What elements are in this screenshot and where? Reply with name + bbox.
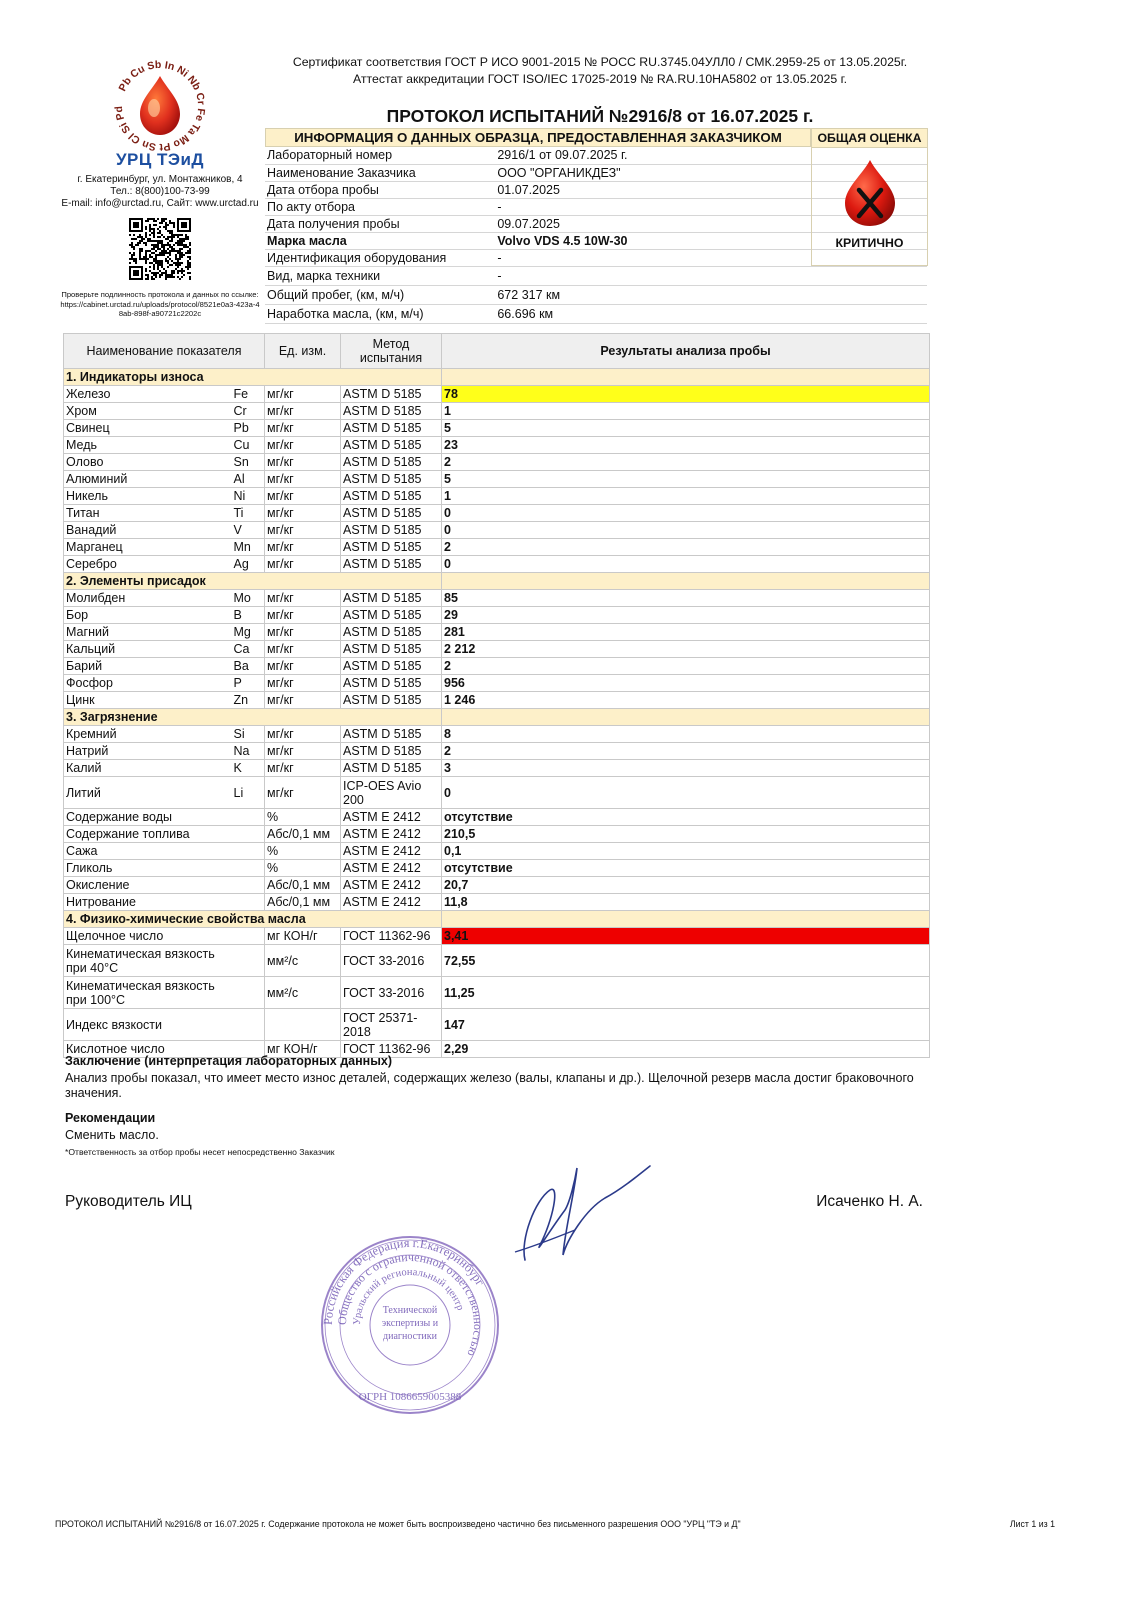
table-row: [64, 403, 930, 420]
results-section-row: [64, 573, 930, 590]
test-method: ГОСТ 25371-2018: [341, 1009, 442, 1041]
test-method: ASTM D 5185: [341, 522, 442, 539]
result-value: 72,55: [442, 945, 930, 977]
certificate-iso: Сертификат соответствия ГОСТ Р ИСО 9001-2015 № РОСС RU.3745.04УЛЛ0 / СМК.2959-25 от 13.05.2025г.: [292, 55, 908, 69]
indicator-name: Хром: [64, 403, 232, 420]
indicator-name: Кинематическая вязкость при 40°С: [64, 945, 232, 977]
test-method: ASTM D 5185: [341, 624, 442, 641]
element-symbol: Ag: [232, 556, 265, 573]
test-method: ASTM E 2412: [341, 809, 442, 826]
table-row: [64, 977, 930, 1009]
table-row: [64, 624, 930, 641]
unit: мг/кг: [265, 590, 341, 607]
sample-info-value: 01.07.2025: [495, 181, 927, 198]
table-row: [64, 1009, 930, 1041]
indicator-name: Титан: [64, 505, 232, 522]
sample-info-row: [265, 304, 927, 323]
test-method: ASTM D 5185: [341, 607, 442, 624]
test-method: ASTM D 5185: [341, 556, 442, 573]
overall-assessment: [811, 128, 928, 266]
element-symbol: Al: [232, 471, 265, 488]
sample-info-value: 672 317 км: [495, 285, 927, 304]
table-row: [64, 692, 930, 709]
test-method: ГОСТ 33-2016: [341, 977, 442, 1009]
verification-qr-code[interactable]: [129, 218, 191, 280]
element-symbol: [232, 877, 265, 894]
table-row: [64, 894, 930, 911]
sample-info-label: Вид, марка техники: [265, 266, 495, 285]
unit: мг/кг: [265, 386, 341, 403]
indicator-name: Окисление: [64, 877, 232, 894]
table-row: [64, 607, 930, 624]
results-section-title: 2. Элементы присадок: [64, 573, 442, 590]
element-symbol: Fe: [232, 386, 265, 403]
results-section-row: [64, 709, 930, 726]
org-email-site: E-mail: info@urctad.ru, Сайт: www.urctad.ru: [61, 198, 259, 209]
table-row: [64, 454, 930, 471]
element-symbol: [232, 945, 265, 977]
table-row: [64, 726, 930, 743]
unit: %: [265, 809, 341, 826]
indicator-name: Натрий: [64, 743, 232, 760]
indicator-name: Сажа: [64, 843, 232, 860]
result-value: 3: [442, 760, 930, 777]
indicator-name: Цинк: [64, 692, 232, 709]
sample-info-label: Марка масла: [265, 232, 495, 249]
sample-info-label: Идентификация оборудования: [265, 249, 495, 266]
sample-info-value: 2916/1 от 09.07.2025 г.: [495, 147, 927, 164]
test-method: ГОСТ 11362-96: [341, 928, 442, 945]
stamp-ogrn: ОГРН 1086659005388: [358, 1391, 462, 1403]
result-value: 2: [442, 454, 930, 471]
unit: мг/кг: [265, 539, 341, 556]
org-logo-drop-icon: [112, 58, 208, 154]
indicator-name: Нитрование: [64, 894, 232, 911]
table-row: [64, 760, 930, 777]
unit: мг/кг: [265, 777, 341, 809]
indicator-name: Фосфор: [64, 675, 232, 692]
test-method: ASTM D 5185: [341, 658, 442, 675]
unit: мг/кг: [265, 743, 341, 760]
sample-info-label: Наработка масла, (км, м/ч): [265, 304, 495, 323]
test-method: ASTM D 5185: [341, 471, 442, 488]
element-symbol: Mg: [232, 624, 265, 641]
test-method: ICP-OES Avio 200: [341, 777, 442, 809]
indicator-name: Марганец: [64, 539, 232, 556]
result-value: 0: [442, 556, 930, 573]
org-phone: Тел.: 8(800)100-73-99: [110, 186, 210, 197]
element-symbol: Ca: [232, 641, 265, 658]
col-header-result: Результаты анализа пробы: [442, 334, 930, 369]
table-row: [64, 658, 930, 675]
unit: мг КОН/г: [265, 928, 341, 945]
results-section-title: 4. Физико-химические свойства масла: [64, 911, 442, 928]
unit: мг/кг: [265, 488, 341, 505]
test-method: ASTM D 5185: [341, 675, 442, 692]
unit: Абс/0,1 мм: [265, 826, 341, 843]
sample-info-row: [265, 285, 927, 304]
test-method: ASTM D 5185: [341, 760, 442, 777]
test-method: ASTM E 2412: [341, 877, 442, 894]
indicator-name: Кинематическая вязкость при 100°С: [64, 977, 232, 1009]
conclusion-block: [65, 1054, 925, 1160]
table-row: [64, 556, 930, 573]
conclusion-title: Заключение (интерпретация лабораторных данных): [65, 1054, 392, 1068]
table-row: [64, 641, 930, 658]
responsibility-note: *Ответственность за отбор пробы несет непосредственно Заказчик: [65, 1147, 335, 1157]
test-method: ASTM D 5185: [341, 386, 442, 403]
result-value: 23: [442, 437, 930, 454]
sample-info-row: [265, 266, 927, 285]
result-value: 1: [442, 488, 930, 505]
element-symbol: Mo: [232, 590, 265, 607]
unit: %: [265, 860, 341, 877]
results-section-title: 3. Загрязнение: [64, 709, 442, 726]
table-row: [64, 522, 930, 539]
indicator-name: Литий: [64, 777, 232, 809]
sample-info-value: Volvo VDS 4.5 10W-30: [495, 232, 927, 249]
table-row: [64, 675, 930, 692]
table-row: [64, 420, 930, 437]
certificate-accreditation: Аттестат аккредитации ГОСТ ISO/IEC 17025-2019 № RA.RU.10НА5802 от 13.05.2025 г.: [352, 72, 848, 86]
table-row: [64, 860, 930, 877]
sample-info-value: -: [495, 249, 927, 266]
results-table: [63, 333, 930, 1058]
element-symbol: Sn: [232, 454, 265, 471]
stamp-outer-text: Российская Федерация г.Екатеринбург: [320, 1235, 488, 1326]
sample-info-label: Дата получения пробы: [265, 215, 495, 232]
result-value: 29: [442, 607, 930, 624]
element-symbol: [232, 860, 265, 877]
table-row: [64, 809, 930, 826]
test-method: ASTM D 5185: [341, 590, 442, 607]
element-symbol: [232, 809, 265, 826]
sample-info-value: ООО "ОРГАНИКДЕЗ": [495, 164, 927, 181]
result-value: 5: [442, 471, 930, 488]
element-symbol: Cr: [232, 403, 265, 420]
table-row: [64, 488, 930, 505]
result-value: 210,5: [442, 826, 930, 843]
test-method: ГОСТ 11362-96: [341, 1041, 442, 1058]
overall-assessment-header: ОБЩАЯ ОЦЕНКА: [812, 129, 927, 148]
element-symbol: Na: [232, 743, 265, 760]
unit: мг/кг: [265, 471, 341, 488]
test-method: ASTM E 2412: [341, 826, 442, 843]
unit: мг/кг: [265, 505, 341, 522]
indicator-name: Щелочное число: [64, 928, 232, 945]
test-method: ASTM D 5185: [341, 403, 442, 420]
element-symbol: [232, 894, 265, 911]
sample-info-label: Лабораторный номер: [265, 147, 495, 164]
stamp-inner-text: Уральский региональный центр: [351, 1266, 466, 1326]
unit: мг/кг: [265, 658, 341, 675]
result-value: отсутствие: [442, 860, 930, 877]
sample-info-value: -: [495, 198, 927, 215]
result-value: 0,1: [442, 843, 930, 860]
result-value: 0: [442, 505, 930, 522]
conclusion-text: Анализ пробы показал, что имеет место износ деталей, содержащих железо (валы, клапаны и др.). Щелочной резерв масла достиг браковочного значения.: [65, 1071, 914, 1100]
protocol-title: ПРОТОКОЛ ИСПЫТАНИЙ №2916/8 от 16.07.2025 г.: [386, 106, 814, 126]
result-value: 281: [442, 624, 930, 641]
test-method: ASTM E 2412: [341, 843, 442, 860]
result-value: 2 212: [442, 641, 930, 658]
test-method: ASTM D 5185: [341, 726, 442, 743]
sample-info-header: ИНФОРМАЦИЯ О ДАННЫХ ОБРАЗЦА, ПРЕДОСТАВЛЕННАЯ ЗАКАЗЧИКОМ: [265, 128, 811, 147]
footer-text: ПРОТОКОЛ ИСПЫТАНИЙ №2916/8 от 16.07.2025 г. Содержание протокола не может быть воспроизведено частично без письменного разрешения ООО "УРЦ "ТЭ и Д": [55, 1519, 741, 1529]
result-value: 11,25: [442, 977, 930, 1009]
element-symbol: Pb: [232, 420, 265, 437]
unit: мг/кг: [265, 760, 341, 777]
signatory-name: Исаченко Н. А.: [816, 1193, 923, 1210]
unit: мг/кг: [265, 607, 341, 624]
indicator-name: Свинец: [64, 420, 232, 437]
test-method: ASTM E 2412: [341, 860, 442, 877]
result-value: 2: [442, 539, 930, 556]
indicator-name: Ванадий: [64, 522, 232, 539]
org-address: г. Екатеринбург, ул. Монтажников, 4: [77, 174, 243, 185]
element-symbol: Si: [232, 726, 265, 743]
col-header-method: Метод испытания: [341, 334, 442, 369]
result-value: 2: [442, 743, 930, 760]
indicator-name: Содержание воды: [64, 809, 232, 826]
unit: мг/кг: [265, 437, 341, 454]
result-value: отсутствие: [442, 809, 930, 826]
org-name: УРЦ ТЭиД: [115, 150, 205, 169]
result-value: 85: [442, 590, 930, 607]
result-value: 8: [442, 726, 930, 743]
indicator-name: Кремний: [64, 726, 232, 743]
unit: мг/кг: [265, 624, 341, 641]
indicator-name: Железо: [64, 386, 232, 403]
unit: %: [265, 843, 341, 860]
sample-info-value: -: [495, 266, 927, 285]
indicator-name: Кальций: [64, 641, 232, 658]
result-value: 2,29: [442, 1041, 930, 1058]
test-method: ASTM D 5185: [341, 420, 442, 437]
table-row: [64, 743, 930, 760]
element-symbol: Ti: [232, 505, 265, 522]
result-value: 3,41: [442, 928, 930, 945]
results-section-filler: [442, 369, 930, 386]
indicator-name: Индекс вязкости: [64, 1009, 232, 1041]
table-row: [64, 539, 930, 556]
table-row: [64, 386, 930, 403]
element-symbol: V: [232, 522, 265, 539]
result-value: 0: [442, 777, 930, 809]
table-row: [64, 505, 930, 522]
recommendations-text: Сменить масло.: [65, 1128, 159, 1142]
element-symbol: Cu: [232, 437, 265, 454]
unit: мг/кг: [265, 522, 341, 539]
verify-text: Проверьте подлинность протокола и данных по ссылке:: [61, 290, 259, 299]
test-method: ASTM D 5185: [341, 692, 442, 709]
unit: мг/кг: [265, 420, 341, 437]
indicator-name: Содержание топлива: [64, 826, 232, 843]
result-value: 78: [442, 386, 930, 403]
organization-stamp: [315, 1230, 505, 1420]
signatory-role: Руководитель ИЦ: [65, 1193, 192, 1210]
recommendations-title: Рекомендации: [65, 1111, 156, 1125]
unit: Абс/0,1 мм: [265, 877, 341, 894]
element-symbol: K: [232, 760, 265, 777]
results-section-title: 1. Индикаторы износа: [64, 369, 442, 386]
element-symbol: P: [232, 675, 265, 692]
indicator-name: Алюминий: [64, 471, 232, 488]
org-contacts: [60, 174, 260, 210]
unit: мг КОН/г: [265, 1041, 341, 1058]
result-value: 956: [442, 675, 930, 692]
table-row: [64, 590, 930, 607]
verify-link[interactable]: https://cabinet.urctad.ru/uploads/protocol/8521e0a3-423a-48ab-898f-a90721c2202c: [60, 299, 260, 318]
element-symbol: [232, 928, 265, 945]
unit: [265, 1009, 341, 1041]
results-section-filler: [442, 573, 930, 590]
table-row: [64, 777, 930, 809]
element-symbol: Li: [232, 777, 265, 809]
unit: мг/кг: [265, 692, 341, 709]
test-method: ASTM D 5185: [341, 437, 442, 454]
result-value: 2: [442, 658, 930, 675]
indicator-name: Магний: [64, 624, 232, 641]
test-method: ASTM D 5185: [341, 488, 442, 505]
element-symbol: [232, 843, 265, 860]
sample-info-label: По акту отбора: [265, 198, 495, 215]
page-footer: [55, 1519, 1055, 1529]
unit: мг/кг: [265, 675, 341, 692]
overall-assessment-status: КРИТИЧНО: [835, 236, 904, 250]
unit: мм²/с: [265, 977, 341, 1009]
unit: мг/кг: [265, 403, 341, 420]
result-value: 1 246: [442, 692, 930, 709]
sample-info-label: Дата отбора пробы: [265, 181, 495, 198]
indicator-name: Молибден: [64, 590, 232, 607]
element-symbol: [232, 977, 265, 1009]
results-section-row: [64, 369, 930, 386]
results-section-filler: [442, 709, 930, 726]
verify-note: [60, 290, 260, 319]
indicator-name: Гликоль: [64, 860, 232, 877]
unit: мг/кг: [265, 726, 341, 743]
stamp-middle-text: Общество с ограниченной ответственностью: [334, 1249, 486, 1359]
sample-info-label: Общий пробег, (км, м/ч): [265, 285, 495, 304]
table-row: [64, 437, 930, 454]
unit: мг/кг: [265, 641, 341, 658]
result-value: 5: [442, 420, 930, 437]
result-value: 147: [442, 1009, 930, 1041]
page-number: Лист 1 из 1: [1009, 1519, 1055, 1529]
indicator-name: Серебро: [64, 556, 232, 573]
unit: мм²/с: [265, 945, 341, 977]
indicator-name: Олово: [64, 454, 232, 471]
col-header-unit: Ед. изм.: [265, 334, 341, 369]
test-method: ASTM D 5185: [341, 505, 442, 522]
element-symbol: Ba: [232, 658, 265, 675]
results-section-filler: [442, 911, 930, 928]
sample-info-label: Наименование Заказчика: [265, 164, 495, 181]
sample-info-value: 09.07.2025: [495, 215, 927, 232]
certificates: [270, 54, 930, 88]
element-symbol: [232, 826, 265, 843]
result-value: 0: [442, 522, 930, 539]
table-row: [64, 826, 930, 843]
unit: Абс/0,1 мм: [265, 894, 341, 911]
handwritten-signature: [505, 1160, 655, 1275]
indicator-name: Барий: [64, 658, 232, 675]
element-symbol: Zn: [232, 692, 265, 709]
org-block: [60, 58, 260, 319]
element-symbol: Mn: [232, 539, 265, 556]
unit: мг/кг: [265, 454, 341, 471]
indicator-name: Никель: [64, 488, 232, 505]
unit: мг/кг: [265, 556, 341, 573]
indicator-name: Кислотное число: [64, 1041, 232, 1058]
table-row: [64, 843, 930, 860]
test-method: ASTM D 5185: [341, 454, 442, 471]
table-row: [64, 877, 930, 894]
logo-ring-text: Pb Cu Sb In Ni Nb Cr Fe Ta Mo Pt Sn Cl Si Pd: [112, 58, 208, 154]
results-section-row: [64, 911, 930, 928]
result-value: 20,7: [442, 877, 930, 894]
sample-info-value: 66.696 км: [495, 304, 927, 323]
test-method: ASTM D 5185: [341, 641, 442, 658]
result-value: 1: [442, 403, 930, 420]
col-header-name: Наименование показателя: [64, 334, 265, 369]
element-symbol: Ni: [232, 488, 265, 505]
test-method: ASTM E 2412: [341, 894, 442, 911]
stamp-center-text: Технической экспертизы и диагностики: [381, 1305, 439, 1342]
indicator-name: Медь: [64, 437, 232, 454]
indicator-name: Калий: [64, 760, 232, 777]
critical-drop-x-icon: [837, 158, 903, 228]
test-method: ASTM D 5185: [341, 743, 442, 760]
result-value: 11,8: [442, 894, 930, 911]
element-symbol: [232, 1009, 265, 1041]
test-method: ASTM D 5185: [341, 539, 442, 556]
test-method: ГОСТ 33-2016: [341, 945, 442, 977]
element-symbol: B: [232, 607, 265, 624]
table-row: [64, 945, 930, 977]
results-header-row: [64, 334, 930, 369]
table-row: [64, 471, 930, 488]
table-row: [64, 928, 930, 945]
indicator-name: Бор: [64, 607, 232, 624]
